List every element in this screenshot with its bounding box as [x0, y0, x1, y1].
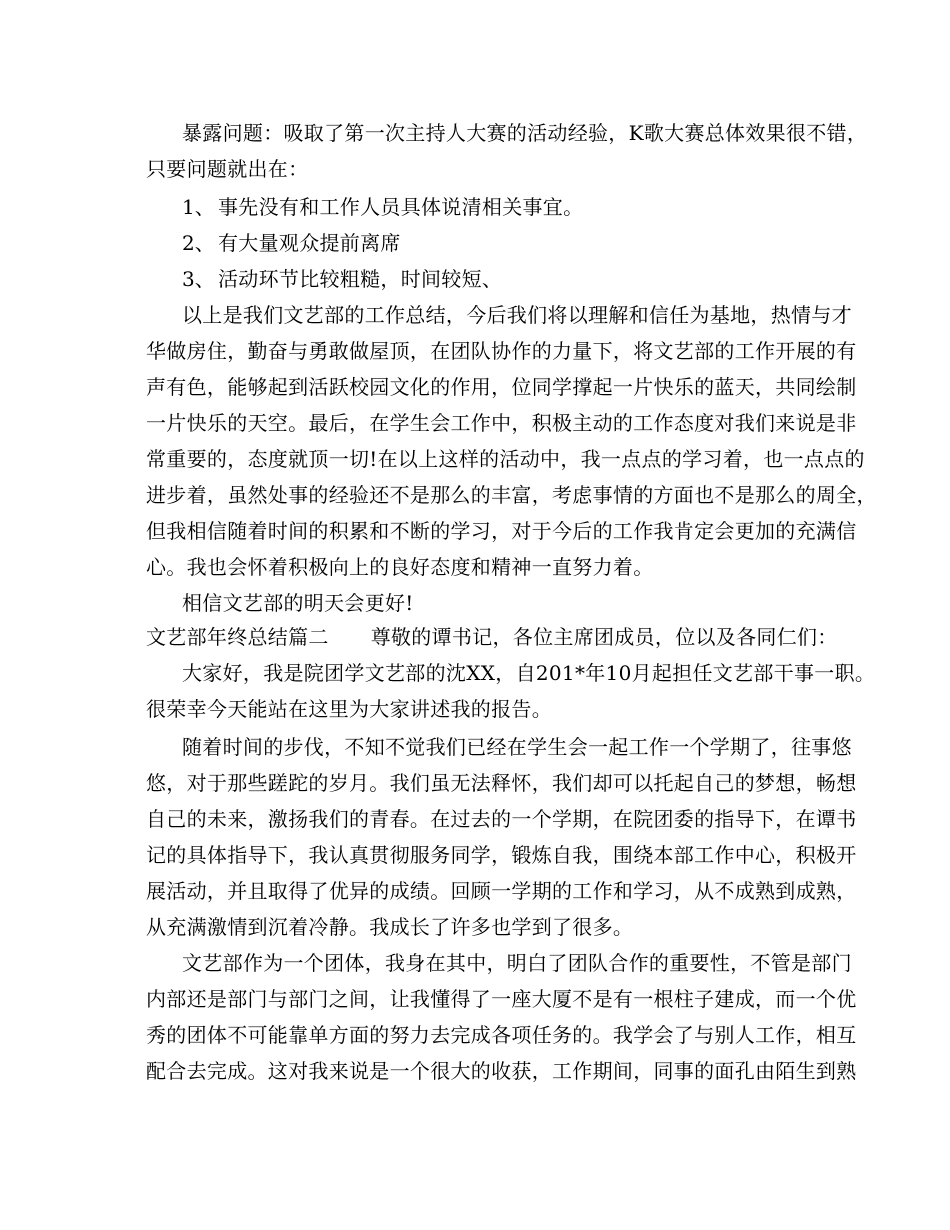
paragraph-line: 从充满激情到沉着冷静。我成长了许多也学到了很多。 — [146, 915, 634, 939]
paragraph-line: 文艺部作为一个团体，我身在其中，明白了团队合作的重要性，不管是部门 — [182, 951, 852, 975]
list-item-number: 2、 — [182, 231, 215, 255]
paragraph-line: 一片快乐的天空。最后，在学生会工作中，积极主动的工作态度对我们来说是非 — [146, 411, 857, 435]
paragraph-line: 只要问题就出在： — [146, 157, 309, 181]
paragraph-line: 华做房住，勤奋与勇敢做屋顶，在团队协作的力量下，将文艺部的工作开展的有 — [146, 339, 857, 363]
list-item-text: 活动环节比较粗糙，时间较短、 — [218, 267, 503, 291]
paragraph-line: 以上是我们文艺部的工作总结，今后我们将以理解和信任为基地，热情与才 — [182, 303, 852, 327]
list-item-text: 事先没有和工作人员具体说清相关事宜。 — [218, 195, 584, 219]
paragraph-line: 但我相信随着时间的积累和不断的学习，对于今后的工作我肯定会更加的充满信 — [146, 519, 857, 543]
paragraph-line: 相信文艺部的明天会更好! — [182, 591, 414, 615]
paragraph-line: 大家好，我是院团学文艺部的沈XX，自201*年10月起担任文艺部干事一职。 — [182, 661, 876, 685]
list-item-text: 有大量观众提前离席 — [218, 231, 401, 255]
paragraph-line: 暴露问题：吸取了第一次主持人大赛的活动经验，K歌大赛总体效果很不错， — [182, 121, 868, 145]
paragraph-line: 记的具体指导下，我认真贯彻服务同学，锻炼自我，围绕本部工作中心，积极开 — [146, 843, 857, 867]
list-item-number: 1、 — [182, 195, 215, 219]
section-heading-line — [146, 624, 838, 650]
paragraph-line: 很荣幸今天能站在这里为大家讲述我的报告。 — [146, 697, 552, 721]
paragraph-line: 内部还是部门与部门之间，让我懂得了一座大厦不是有一根柱子建成，而一个优 — [146, 987, 857, 1011]
paragraph-line: 配合去完成。这对我来说是一个很大的收获，工作期间，同事的面孔由陌生到熟 — [146, 1059, 857, 1083]
paragraph-line: 悠，对于那些蹉跎的岁月。我们虽无法释怀，我们却可以托起自己的梦想，畅想 — [146, 771, 857, 795]
paragraph-line: 随着时间的步伐，不知不觉我们已经在学生会一起工作一个学期了，往事悠 — [182, 735, 852, 759]
paragraph-line: 心。我也会怀着积极向上的良好态度和精神一直努力着。 — [146, 555, 654, 579]
paragraph-line: 自己的未来，激扬我们的青春。在过去的一个学期，在院团委的指导下，在谭书 — [146, 807, 857, 831]
paragraph-line: 展活动，并且取得了优异的成绩。回顾一学期的工作和学习，从不成熟到成熟， — [146, 879, 857, 903]
paragraph-line: 秀的团体不可能靠单方面的努力去完成各项任务的。我学会了与别人工作，相互 — [146, 1023, 857, 1047]
paragraph-line: 声有色，能够起到活跃校园文化的作用，位同学撑起一片快乐的蓝天，共同绘制 — [146, 375, 857, 399]
salutation: 尊敬的谭书记，各位主席团成员，位以及各同仁们： — [370, 625, 838, 649]
paragraph-line: 常重要的，态度就顶一切!在以上这样的活动中，我一点点的学习着，也一点点的 — [146, 447, 865, 471]
list-item-number: 3、 — [182, 267, 215, 291]
paragraph-line: 进步着，虽然处事的经验还不是那么的丰富，考虑事情的方面也不是那么的周全， — [146, 483, 877, 507]
section-heading: 文艺部年终总结篇二 — [146, 625, 329, 649]
